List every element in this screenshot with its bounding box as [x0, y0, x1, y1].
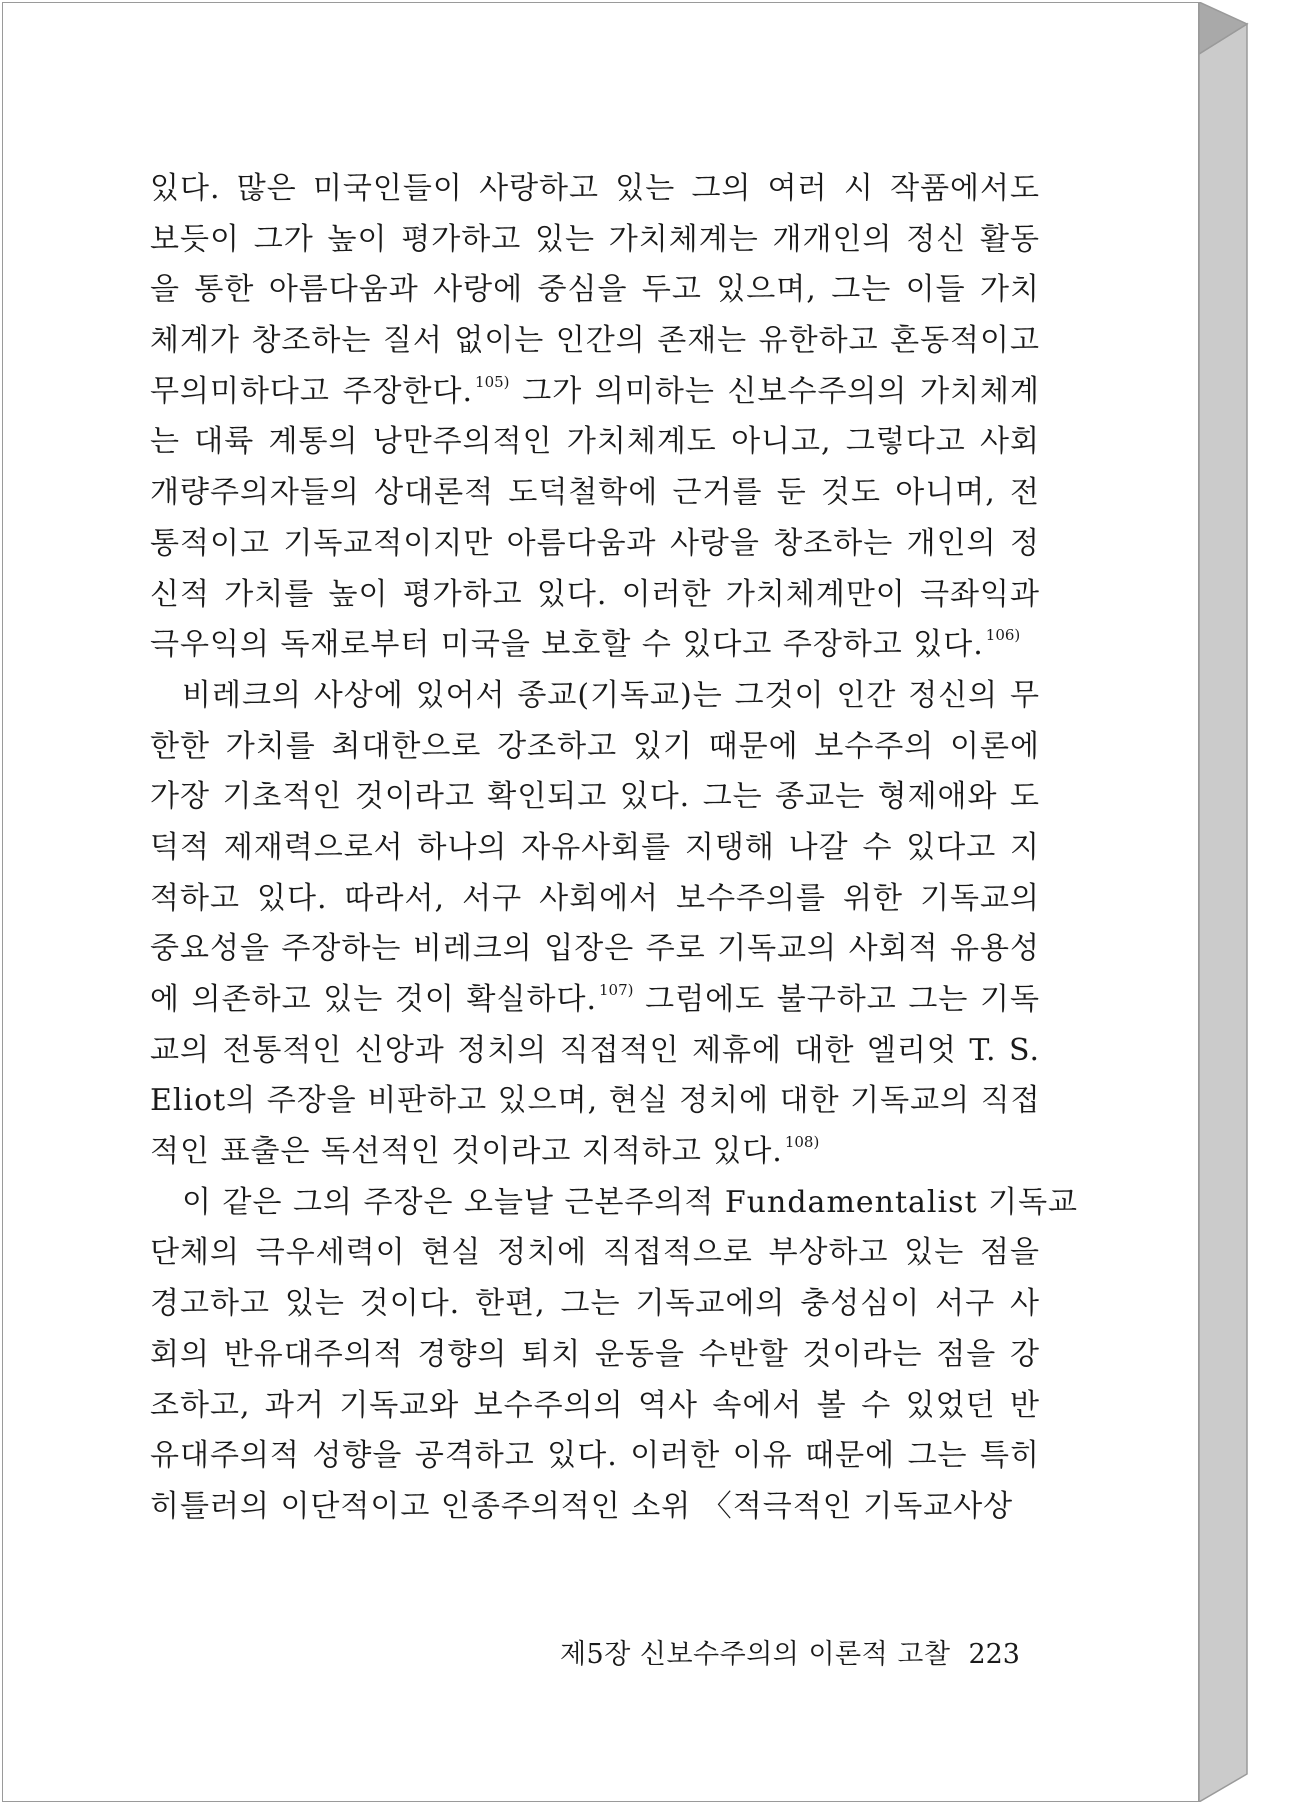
paragraph: [150, 671, 1040, 1178]
text-line: [150, 772, 1040, 823]
line-text: 통적이고 기독교적이지만 아름다움과 사랑을 창조하는 개인의 정: [150, 525, 1040, 561]
line-text: Eliot의 주장을 비판하고 있으며, 현실 정치에 대한 기독교의 직접: [150, 1083, 1041, 1119]
text-line: [150, 1330, 1040, 1381]
line-text: 개량주의자들의 상대론적 도덕철학에 근거를 둔 것도 아니며, 전: [150, 475, 1040, 511]
text-line: [150, 1381, 1040, 1432]
line-text: 을 통한 아름다움과 사랑에 중심을 두고 있으며, 그는 이들 가치: [150, 272, 1040, 308]
line-text: 교의 전통적인 신앙과 정치의 직접적인 제휴에 대한 엘리엇 T. S.: [150, 1032, 1040, 1068]
text-line: [150, 570, 1040, 621]
text-line: [150, 164, 1040, 215]
line-text: 회의 반유대주의적 경향의 퇴치 운동을 수반할 것이라는 점을 강: [150, 1336, 1040, 1372]
line-text: 비레크의 사상에 있어서 종교(기독교)는 그것이 인간 정신의 무: [182, 677, 1040, 713]
text-line: [150, 1279, 1040, 1330]
footnote-marker: 108): [784, 1133, 820, 1152]
line-text: 가장 기초적인 것이라고 확인되고 있다. 그는 종교는 형제애와 도: [150, 779, 1040, 815]
line-text: 유대주의적 성향을 공격하고 있다. 이러한 이유 때문에 그는 특히: [150, 1438, 1040, 1474]
text-line: [150, 874, 1040, 925]
text-line: [150, 1076, 1040, 1127]
running-footer: [560, 1632, 1020, 1671]
line-text: 적하고 있다. 따라서, 서구 사회에서 보수주의를 위한 기독교의: [150, 880, 1040, 916]
text-line: [150, 367, 1040, 418]
line-text: 히틀러의 이단적이고 인종주의적인 소위 〈적극적인 기독교사상: [150, 1488, 1014, 1524]
line-text: 한한 가치를 최대한으로 강조하고 있기 때문에 보수주의 이론에: [150, 728, 1040, 764]
page-number: 223: [968, 1639, 1020, 1670]
line-text: 적인 표출은 독선적인 것이라고 지적하고 있다.: [150, 1134, 783, 1170]
line-text: 보듯이 그가 높이 평가하고 있는 가치체계는 개개인의 정신 활동: [150, 221, 1040, 257]
line-text: 신적 가치를 높이 평가하고 있다. 이러한 가치체계만이 극좌익과: [150, 576, 1040, 612]
line-text: 극우익의 독재로부터 미국을 보호할 수 있다고 주장하고 있다.: [150, 627, 984, 663]
text-line: [150, 215, 1040, 266]
footnote-marker: 107): [599, 981, 634, 999]
text-line: [150, 924, 1040, 975]
text-line: [150, 1178, 1079, 1229]
page-stack-edge: [1199, 2, 1249, 1802]
footnote-marker: 105): [475, 372, 510, 391]
text-line: [150, 316, 1040, 367]
page-edge-face: [1199, 24, 1247, 1802]
line-text: 조하고, 과거 기독교와 보수주의의 역사 속에서 볼 수 있었던 반: [150, 1387, 1040, 1423]
text-line: [150, 1026, 1040, 1077]
body-text: [150, 164, 1079, 1533]
line-text-continued: 그럼에도 불구하고 그는 기독: [633, 982, 1040, 1017]
line-text: 는 대륙 계통의 낭만주의적인 가치체계도 아니고, 그렇다고 사회: [150, 424, 1040, 460]
paragraph: [150, 164, 1040, 671]
chapter-title: 제5장 신보수주의의 이론적 고찰: [559, 1639, 951, 1670]
text-line: [150, 1127, 1040, 1178]
text-line: [150, 519, 1040, 570]
footnote-marker: 106): [985, 626, 1021, 645]
text-line: [150, 1431, 1040, 1482]
line-text-continued: 그가 의미하는 신보수주의의 가치체계: [509, 373, 1041, 409]
text-line: [150, 722, 1040, 773]
line-text: 무의미하다고 주장한다.: [150, 373, 474, 409]
line-text: 단체의 극우세력이 현실 정치에 직접적으로 부상하고 있는 점을: [150, 1235, 1040, 1271]
text-line: [150, 620, 1040, 671]
text-line: [150, 417, 1040, 468]
line-text: 이 같은 그의 주장은 오늘날 근본주의적 Fundamentalist 기독교: [182, 1184, 1079, 1220]
line-text: 있다. 많은 미국인들이 사랑하고 있는 그의 여러 시 작품에서도: [150, 171, 1040, 206]
paragraph: [150, 1178, 1079, 1533]
text-line: [150, 1482, 1040, 1533]
line-text: 체계가 창조하는 질서 없이는 인간의 존재는 유한하고 혼동적이고: [150, 323, 1040, 359]
line-text: 에 의존하고 있는 것이 확실하다.: [150, 982, 598, 1017]
text-line: [150, 468, 1040, 519]
text-line: [150, 823, 1040, 874]
line-text: 덕적 제재력으로서 하나의 자유사회를 지탱해 나갈 수 있다고 지: [150, 829, 1040, 865]
text-line: [150, 975, 1040, 1026]
text-line: [150, 1228, 1040, 1279]
line-text: 경고하고 있는 것이다. 한편, 그는 기독교에의 충성심이 서구 사: [150, 1286, 1040, 1322]
line-text: 중요성을 주장하는 비레크의 입장은 주로 기독교의 사회적 유용성: [150, 931, 1040, 967]
text-line: [150, 265, 1040, 316]
text-line: [150, 671, 1040, 722]
